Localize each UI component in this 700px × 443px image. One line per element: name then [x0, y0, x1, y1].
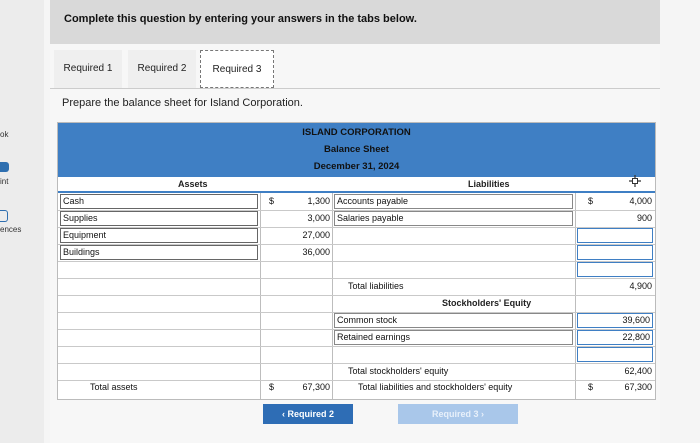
- asset-amount[interactable]: 36,000: [302, 247, 330, 257]
- sidebar-item-label: int: [0, 177, 9, 186]
- total-equity-amount[interactable]: 62,400: [624, 366, 652, 376]
- asset-label: Cash: [63, 196, 85, 206]
- col-sep: [575, 193, 576, 399]
- equity-label: Retained earnings: [337, 332, 411, 342]
- print-icon: [0, 162, 9, 172]
- left-sidebar: [0, 0, 44, 443]
- prev-label: Required 2: [287, 409, 335, 419]
- total-assets-amount[interactable]: 67,300: [302, 382, 330, 392]
- currency-symbol: $: [269, 196, 275, 206]
- total-liabilities-label: Total liabilities: [348, 281, 404, 291]
- row-line: [58, 346, 655, 347]
- references-icon: [0, 210, 8, 222]
- empty-amount-input[interactable]: [577, 262, 653, 277]
- asset-amount[interactable]: 3,000: [307, 213, 330, 223]
- asset-label-input[interactable]: [60, 228, 258, 243]
- equity-label-input[interactable]: [334, 330, 573, 345]
- statement-date: December 31, 2024: [313, 161, 400, 172]
- empty-amount-input[interactable]: [577, 245, 653, 260]
- asset-label: Supplies: [63, 213, 98, 223]
- col-sep: [260, 193, 261, 399]
- equity-label-input[interactable]: [334, 313, 573, 328]
- empty-amount-input[interactable]: [577, 347, 653, 362]
- row-line: [58, 363, 655, 364]
- sidebar-item-references[interactable]: [0, 208, 42, 238]
- total-le-label: Total liabilities and stockholders' equity: [358, 382, 513, 392]
- currency-symbol: $: [269, 382, 275, 392]
- tab-required-2[interactable]: Required 2: [128, 50, 196, 88]
- tab-bar: [50, 50, 660, 88]
- sidebar-item-print[interactable]: [0, 160, 42, 190]
- liability-amount[interactable]: 4,000: [629, 196, 652, 206]
- total-liabilities-amount[interactable]: 4,900: [629, 281, 652, 291]
- total-equity-label: Total stockholders' equity: [348, 366, 449, 376]
- empty-amount-input[interactable]: [577, 228, 653, 243]
- asset-label: Buildings: [63, 247, 100, 257]
- assets-header: Assets: [178, 179, 208, 189]
- next-required-button[interactable]: [398, 404, 518, 424]
- question-instruction: Complete this question by entering your answers in the tabs below.: [64, 13, 417, 25]
- liability-label-input[interactable]: [334, 211, 573, 226]
- row-line: [58, 278, 655, 279]
- liability-label: Salaries payable: [337, 213, 404, 223]
- equity-amount-input[interactable]: [577, 313, 653, 328]
- prev-required-button[interactable]: [263, 404, 353, 424]
- asset-label-input[interactable]: [60, 194, 258, 209]
- equity-amount: 22,800: [622, 332, 650, 342]
- sidebar-item-ebook[interactable]: [0, 118, 42, 142]
- chevron-right-icon: ›: [481, 409, 485, 419]
- question-card: [50, 0, 660, 443]
- chevron-left-icon: ‹: [281, 409, 285, 419]
- equity-label: Common stock: [337, 315, 398, 325]
- statement-header: [58, 123, 655, 177]
- statement-title: Balance Sheet: [324, 144, 389, 155]
- liability-label-input[interactable]: [334, 194, 573, 209]
- total-assets-label: Total assets: [90, 382, 138, 392]
- row-line: [58, 380, 655, 381]
- row-line: [58, 295, 655, 296]
- equity-amount-input[interactable]: [577, 330, 653, 345]
- row-line: [58, 261, 655, 262]
- prompt-text: Prepare the balance sheet for Island Corporation.: [62, 97, 303, 109]
- asset-label-input[interactable]: [60, 245, 258, 260]
- asset-label-input[interactable]: [60, 211, 258, 226]
- currency-symbol: $: [588, 196, 594, 206]
- tab-divider: [50, 88, 660, 89]
- question-header: [50, 0, 660, 44]
- liability-label: Accounts payable: [337, 196, 409, 206]
- total-le-amount[interactable]: 67,300: [624, 382, 652, 392]
- sidebar-item-label: ences: [0, 225, 22, 234]
- equity-header: Stockholders' Equity: [442, 298, 532, 308]
- tab-required-3[interactable]: Required 3: [200, 50, 274, 88]
- asset-amount[interactable]: 1,300: [307, 196, 330, 206]
- header-rule: [58, 191, 655, 193]
- balance-sheet: [57, 122, 656, 400]
- sidebar-item-label: ok: [0, 130, 9, 139]
- col-sep: [332, 193, 333, 399]
- currency-symbol: $: [588, 382, 594, 392]
- equity-amount: 39,600: [622, 315, 650, 325]
- asset-amount[interactable]: 27,000: [302, 230, 330, 240]
- liabilities-header: Liabilities: [468, 179, 510, 189]
- company-name: ISLAND CORPORATION: [302, 127, 411, 138]
- move-cursor-icon: [629, 175, 641, 187]
- next-label: Required 3: [431, 409, 479, 419]
- asset-label: Equipment: [63, 230, 107, 240]
- liability-amount[interactable]: 900: [636, 213, 652, 223]
- tab-required-1[interactable]: Required 1: [54, 50, 122, 88]
